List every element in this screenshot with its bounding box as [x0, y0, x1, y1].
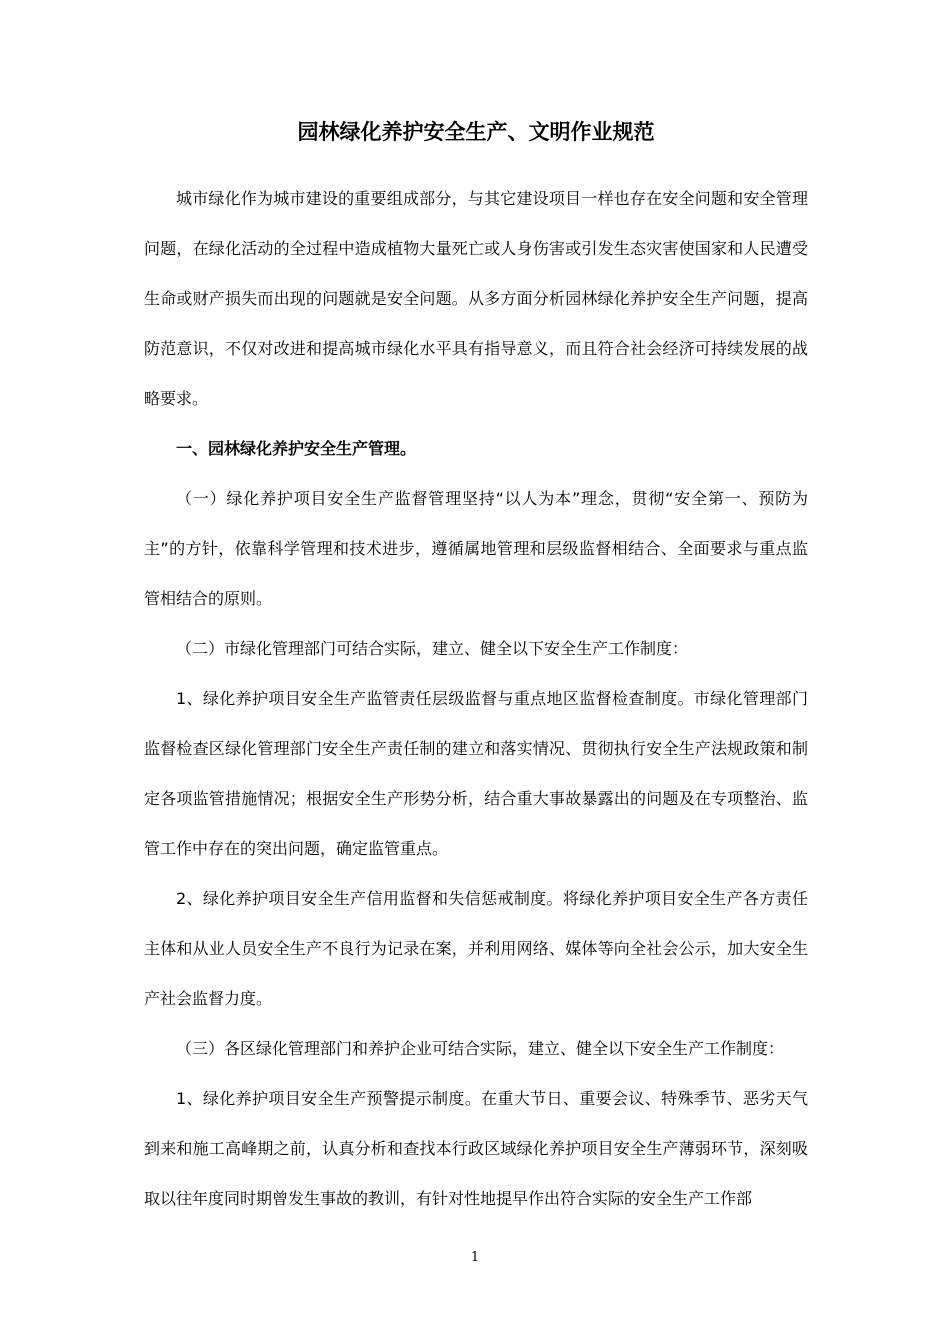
list-item-paragraph: 2、绿化养护项目安全生产信用监督和失信惩戒制度。将绿化养护项目安全生产各方责任主体和从业人员安全生产不良行为记录在案，并利用网络、媒体等向全社会公示，加大安全生产社会监督力度。 [144, 889, 808, 1008]
intro-paragraph: 城市绿化作为城市建设的重要组成部分，与其它建设项目一样也存在安全问题和安全管理问题，在绿化活动的全过程中造成植物大量死亡或人身伤害或引发生态灾害使国家和人民遭受生命或财产损失而出现的问题就是安全问题。从多方面分析园林绿化养护安全生产问题，提高防范意识，不仅对改进和提高城市绿化水平具有指导意义，而且符合社会经济可持续发展的战略要求。 [144, 189, 808, 408]
document-page [144, 118, 808, 1224]
list-item-paragraph: 1、绿化养护项目安全生产监管责任层级监督与重点地区监督检查制度。市绿化管理部门监督检查区绿化管理部门安全生产责任制的建立和落实情况、贯彻执行安全生产法规政策和制定各项监管措施情况；根据安全生产形势分析，结合重大事故暴露出的问题及在专项整治、监管工作中存在的突出问题，确定监管重点。 [144, 689, 808, 858]
list-item-paragraph: 1、绿化养护项目安全生产预警提示制度。在重大节日、重要会议、特殊季节、恶劣天气到来和施工高峰期之前，认真分析和查找本行政区域绿化养护项目安全生产薄弱环节，深刻吸取以往年度同时期曾发生事故的教训，有针对性地提早作出符合实际的安全生产工作部 [144, 1089, 808, 1208]
page-number: 1 [470, 1250, 480, 1265]
subsection-paragraph-3: （三）各区绿化管理部门和养护企业可结合实际，建立、健全以下安全生产工作制度： [176, 1039, 785, 1058]
subsection-paragraph-1: （一）绿化养护项目安全生产监督管理坚持“以人为本”理念，贯彻“安全第一、预防为主”的方针，依靠科学管理和技术进步，遵循属地管理和层级监督相结合、全面要求与重点监管相结合的原则。 [144, 489, 808, 608]
section-heading-1: 一、园林绿化养护安全生产管理。 [176, 439, 417, 458]
subsection-paragraph-2: （二）市绿化管理部门可结合实际，建立、健全以下安全生产工作制度： [176, 639, 689, 658]
document-body [144, 174, 808, 1224]
document-title: 园林绿化养护安全生产、文明作业规范 [297, 120, 655, 144]
